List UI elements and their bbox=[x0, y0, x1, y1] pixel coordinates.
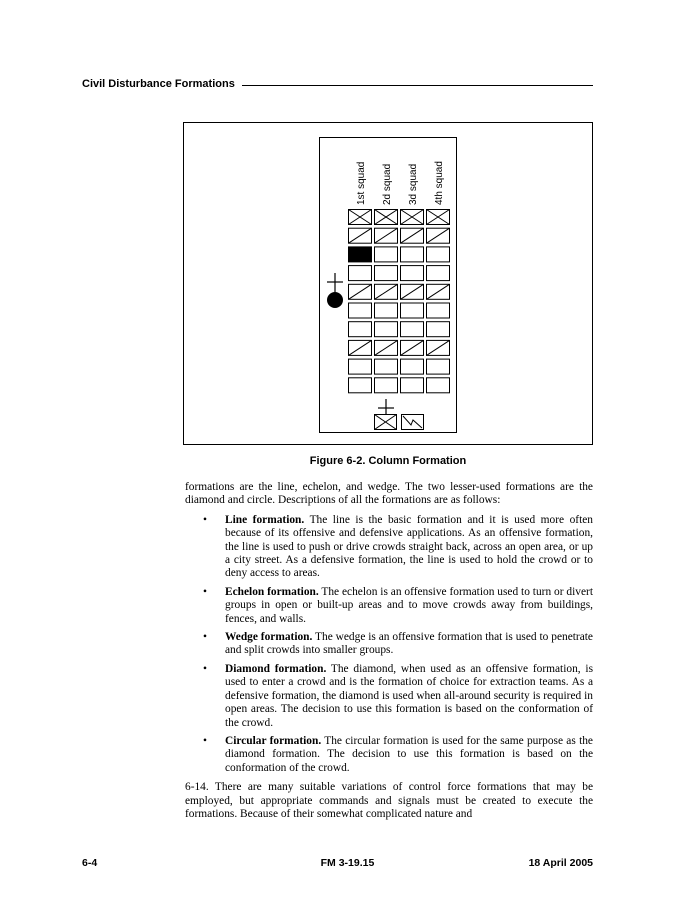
bullet-glyph: • bbox=[203, 513, 207, 526]
formation-cell-slash bbox=[375, 228, 398, 243]
formation-cell-plain bbox=[375, 322, 398, 337]
list-item-text: The line is the basic formation and it is used more often because of its offensive and defensive applications. As an offensive formation, the line is used to push or drive crowds straight back, across an open area, or up a city street. As a defensive formation, the line is used to hold the crowd or to deny access to areas. bbox=[225, 513, 593, 580]
bullet-glyph: • bbox=[203, 734, 207, 747]
formation-cell-leader-black bbox=[349, 247, 372, 262]
footer-page-number: 6-4 bbox=[82, 857, 98, 869]
formation-cell-plain bbox=[401, 322, 424, 337]
formation-cell-plain bbox=[375, 359, 398, 374]
formation-cell-slash bbox=[427, 340, 450, 355]
formation-cell-slash bbox=[349, 284, 372, 299]
list-item bbox=[185, 514, 593, 581]
running-header-title: Civil Disturbance Formations bbox=[82, 78, 235, 90]
column-formation-diagram bbox=[184, 123, 591, 443]
formation-cell-plain bbox=[427, 378, 450, 393]
bullet-glyph: • bbox=[203, 585, 207, 598]
formation-cell-slash bbox=[427, 284, 450, 299]
squad-label-4: 4th squad bbox=[434, 161, 445, 205]
formation-cell-slash bbox=[401, 228, 424, 243]
list-item-term: Wedge formation. bbox=[225, 631, 313, 644]
footer-doc-id: FM 3-19.15 bbox=[320, 857, 375, 869]
formation-cell-leader-black bbox=[401, 247, 424, 262]
formation-cell-leader-black bbox=[427, 247, 450, 262]
formation-cell-slash bbox=[401, 284, 424, 299]
formation-cell-leader-black bbox=[375, 247, 398, 262]
x-box-symbol bbox=[375, 415, 397, 430]
formation-cell-plain bbox=[349, 359, 372, 374]
list-item-term: Echelon formation. bbox=[225, 585, 319, 598]
formation-cell-slash bbox=[401, 340, 424, 355]
list-item bbox=[185, 586, 593, 626]
list-item-term: Line formation. bbox=[225, 513, 305, 526]
formation-cell-x bbox=[427, 210, 450, 225]
figure-frame bbox=[183, 122, 593, 445]
formation-cell-slash bbox=[349, 228, 372, 243]
squad-label-3: 3d squad bbox=[408, 163, 419, 205]
list-item-text: The circular formation is used for the same purpose as the diamond formation. The decision to use this formation is based on the conformation of the crowd. bbox=[225, 734, 593, 774]
formation-cell-plain bbox=[375, 266, 398, 281]
formation-cell-slash bbox=[349, 340, 372, 355]
intro-paragraph: formations are the line, echelon, and wedge. The two lesser-used formations are the diamond and circle. Descriptions of all the formations are as follows: bbox=[185, 481, 593, 507]
formation-cell-x bbox=[401, 210, 424, 225]
formation-cell-x bbox=[349, 210, 372, 225]
list-item-text: The wedge is an offensive formation that is used to penetrate and split crowds into smaller groups. bbox=[225, 631, 593, 657]
bottom-leader-symbols bbox=[375, 399, 424, 430]
footer-date: 18 April 2005 bbox=[528, 857, 593, 869]
list-item-term: Circular formation. bbox=[225, 734, 322, 747]
formation-list bbox=[185, 514, 593, 775]
list-item bbox=[185, 631, 593, 658]
bullet-glyph: • bbox=[203, 662, 207, 675]
list-item-text: The echelon is an offensive formation used to turn or divert groups in open or built-up areas and to move crowds away from buildings, fences, and walls. bbox=[225, 585, 593, 625]
bullet-glyph: • bbox=[203, 631, 207, 644]
list-item-term: Diamond formation. bbox=[225, 662, 327, 675]
formation-cell-plain bbox=[349, 303, 372, 318]
formation-cell-plain bbox=[427, 303, 450, 318]
list-item bbox=[185, 735, 593, 775]
formation-cell-slash bbox=[375, 340, 398, 355]
squad-label-1: 1st squad bbox=[356, 161, 367, 205]
squad-label-2: 2d squad bbox=[382, 163, 393, 205]
formation-cell-plain bbox=[401, 266, 424, 281]
header-rule bbox=[242, 85, 593, 86]
formation-cell-plain bbox=[401, 303, 424, 318]
list-item bbox=[185, 663, 593, 730]
formation-cell-plain bbox=[427, 322, 450, 337]
body-text bbox=[185, 481, 593, 821]
formation-cell-plain bbox=[349, 266, 372, 281]
lightning-box-symbol bbox=[402, 415, 424, 430]
paragraph-6-14: 6-14. There are many suitable variations of control force formations that may be employed, but appropriate commands and signals must be created to execute the formations. Because of their somewhat complicated nature and bbox=[185, 781, 593, 820]
formation-cell-plain bbox=[375, 303, 398, 318]
formation-cell-plain bbox=[375, 378, 398, 393]
formation-grid bbox=[349, 210, 450, 393]
commander-symbol bbox=[327, 273, 343, 308]
formation-cell-plain bbox=[427, 359, 450, 374]
formation-cell-plain bbox=[401, 378, 424, 393]
formation-cell-plain bbox=[349, 322, 372, 337]
list-item-text: The diamond, when used as an offensive formation, is used to enter a crowd and is the formation of choice for extraction teams. As a defensive formation, the diamond is used when all-around security is required in open areas. The decision to use this formation is based on the conformation of the crowd. bbox=[225, 662, 594, 729]
figure-caption: Figure 6-2. Column Formation bbox=[309, 455, 467, 467]
formation-cell-x bbox=[375, 210, 398, 225]
formation-cell-slash bbox=[427, 228, 450, 243]
formation-cell-slash bbox=[375, 284, 398, 299]
formation-cell-plain bbox=[427, 266, 450, 281]
formation-cell-plain bbox=[401, 359, 424, 374]
formation-cell-plain bbox=[349, 378, 372, 393]
